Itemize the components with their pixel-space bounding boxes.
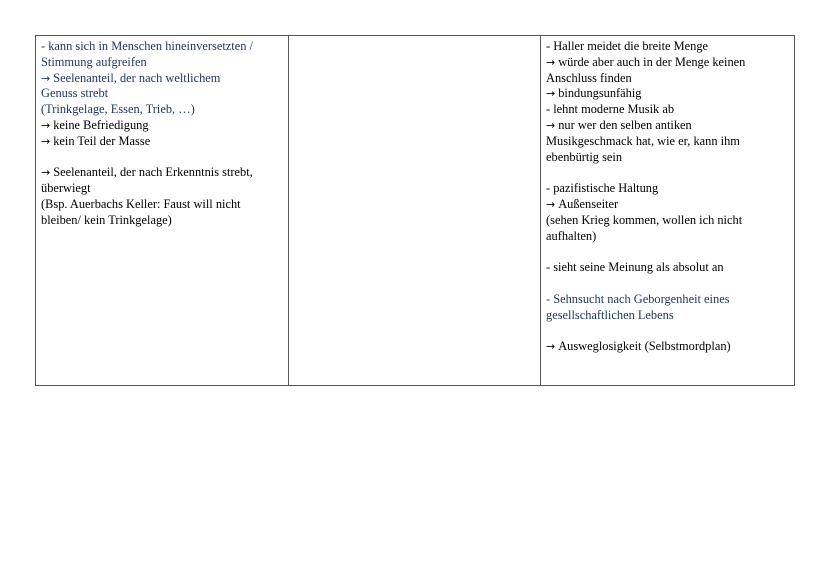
text-line <box>546 197 789 213</box>
arrow-right-icon: → <box>546 197 556 211</box>
line-text: bindungsunfähig <box>558 86 642 101</box>
table-cell-right <box>541 36 795 386</box>
line-text: - pazifistische Haltung <box>546 181 659 196</box>
text-line <box>546 292 789 308</box>
line-text: - sieht seine Meinung als absolut an <box>546 260 724 275</box>
text-line <box>546 308 789 324</box>
line-text: Genuss strebt <box>41 86 109 101</box>
text-line <box>546 339 789 355</box>
text-line <box>41 55 283 71</box>
line-text: gesellschaftlichen Lebens <box>546 307 674 322</box>
arrow-right-icon: → <box>546 340 556 354</box>
text-line <box>546 55 789 71</box>
text-line <box>546 102 789 118</box>
line-text: bleiben/ kein Trinkgelage) <box>41 212 172 227</box>
line-text: Seelenanteil, der nach weltlichem <box>53 70 221 85</box>
text-line <box>41 197 283 213</box>
text-line <box>41 71 283 87</box>
arrow-right-icon: → <box>546 118 556 132</box>
line-text: Ausweglosigkeit (Selbstmordplan) <box>558 339 731 354</box>
text-line <box>546 165 789 181</box>
table-cell-middle <box>289 36 541 386</box>
line-text: ebenbürtig sein <box>546 149 623 164</box>
arrow-right-icon: → <box>546 55 556 69</box>
text-line <box>41 118 283 134</box>
arrow-right-icon: → <box>546 87 556 101</box>
line-text: - Sehnsucht nach Geborgenheit eines <box>546 291 730 306</box>
text-line <box>546 229 789 245</box>
line-text: Anschluss finden <box>546 70 632 85</box>
text-line <box>546 86 789 102</box>
line-text: - kann sich in Menschen hineinversetzten / <box>41 39 253 53</box>
arrow-right-icon: → <box>41 134 51 148</box>
arrow-right-icon: → <box>41 166 51 180</box>
line-text: aufhalten) <box>546 228 597 243</box>
arrow-right-icon: → <box>41 118 51 132</box>
line-text: - lehnt moderne Musik ab <box>546 102 675 117</box>
line-text: (sehen Krieg kommen, wollen ich nicht <box>546 212 743 227</box>
arrow-right-icon: → <box>41 71 51 85</box>
notes-table <box>35 35 795 386</box>
line-text: (Trinkgelage, Essen, Trieb, …) <box>41 102 195 117</box>
left-column-text <box>41 39 283 229</box>
text-line <box>546 323 789 339</box>
text-line <box>41 150 283 166</box>
text-line <box>41 213 283 229</box>
text-line <box>546 39 789 55</box>
text-line <box>41 102 283 118</box>
text-line <box>546 150 789 166</box>
text-line <box>41 165 283 181</box>
text-line <box>41 134 283 150</box>
line-text: Stimmung aufgreifen <box>41 54 147 69</box>
text-line <box>546 213 789 229</box>
table-cell-left <box>36 36 289 386</box>
line-text: würde aber auch in der Menge keinen <box>558 54 746 69</box>
right-column-text <box>546 39 789 355</box>
line-text: Seelenanteil, der nach Erkenntnis strebt, <box>53 165 253 180</box>
text-line <box>41 39 283 55</box>
line-text: keine Befriedigung <box>53 117 149 132</box>
line-text: kein Teil der Masse <box>53 133 151 148</box>
text-line <box>546 181 789 197</box>
text-line <box>546 276 789 292</box>
line-text: Musikgeschmack hat, wie er, kann ihm <box>546 133 740 148</box>
text-line <box>546 118 789 134</box>
table-row <box>36 36 795 386</box>
text-line <box>41 86 283 102</box>
text-line <box>546 244 789 260</box>
line-text: - Haller meidet die breite Menge <box>546 39 709 53</box>
text-line <box>546 260 789 276</box>
text-line <box>546 71 789 87</box>
line-text: überwiegt <box>41 181 91 196</box>
line-text: (Bsp. Auerbachs Keller: Faust will nicht <box>41 196 241 211</box>
line-text: Außenseiter <box>558 196 619 211</box>
text-line <box>546 134 789 150</box>
line-text: nur wer den selben antiken <box>558 117 692 132</box>
text-line <box>41 181 283 197</box>
